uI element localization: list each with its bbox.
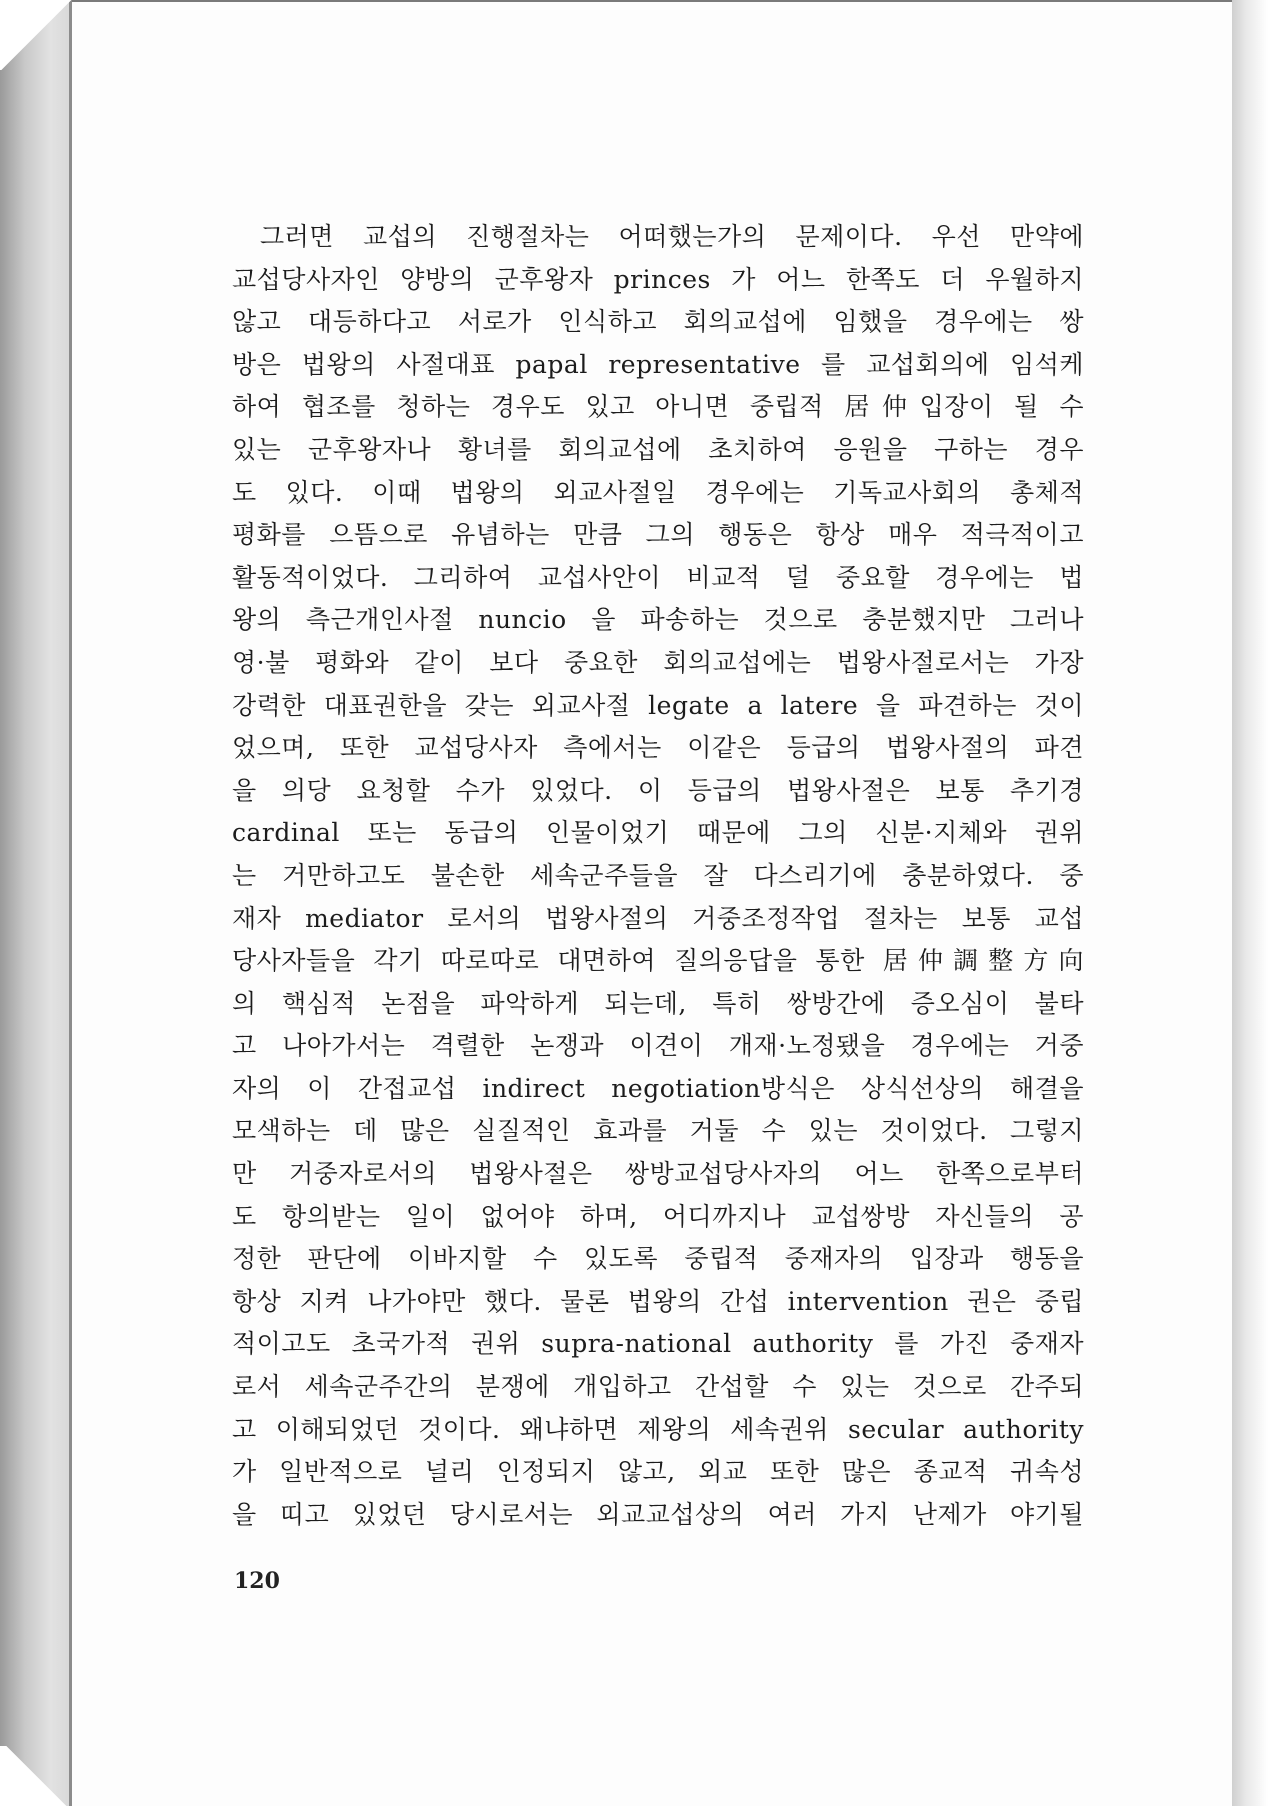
body-text <box>232 216 1084 1536</box>
text-line: 고 나아가서는 격렬한 논쟁과 이견이 개재·노정됐을 경우에는 거중 <box>232 1031 1084 1061</box>
text-line: 을 의당 요청할 수가 있었다. 이 등급의 법왕사절은 보통 추기경 <box>232 775 1084 805</box>
text-line: 영·불 평화와 같이 보다 중요한 회의교섭에는 법왕사절로서는 가장 <box>232 647 1084 677</box>
text-line: 항상 지켜 나가야만 했다. 물론 법왕의 간섭 intervention 권은 중립 <box>232 1286 1084 1316</box>
text-line: 도 항의받는 일이 없어야 하며, 어디까지나 교섭쌍방 자신들의 공 <box>232 1201 1084 1231</box>
text-line: 활동적이었다. 그리하여 교섭사안이 비교적 덜 중요할 경우에는 법 <box>232 562 1084 592</box>
text-line: 적이고도 초국가적 권위 supra-national authority 를 가진 중재자 <box>232 1329 1084 1359</box>
text-line: 모색하는 데 많은 실질적인 효과를 거둘 수 있는 것이었다. 그렇지 <box>232 1116 1084 1146</box>
text-line: 고 이해되었던 것이다. 왜냐하면 제왕의 세속권위 secular authority <box>232 1414 1084 1444</box>
text-line: 로서 세속군주간의 분쟁에 개입하고 간섭할 수 있는 것으로 간주되 <box>232 1372 1084 1402</box>
text-line: 었으며, 또한 교섭당사자 측에서는 이같은 등급의 법왕사절의 파견 <box>232 733 1084 763</box>
text-line: 있는 군후왕자나 황녀를 회의교섭에 초치하여 응원을 구하는 경우 <box>232 434 1084 464</box>
text-line: 정한 판단에 이바지할 수 있도록 중립적 중재자의 입장과 행동을 <box>232 1244 1084 1274</box>
text-line: 않고 대등하다고 서로가 인식하고 회의교섭에 임했을 경우에는 쌍 <box>232 307 1084 337</box>
text-line: 의 핵심적 논점을 파악하게 되는데, 특히 쌍방간에 증오심이 불타 <box>232 988 1084 1018</box>
text-line: 자의 이 간접교섭 indirect negotiation방식은 상식선상의 해결을 <box>232 1073 1084 1103</box>
text-line: 하여 협조를 청하는 경우도 있고 아니면 중립적 居仲입장이 될 수 <box>232 392 1084 422</box>
text-line: 그러면 교섭의 진행절차는 어떠했는가의 문제이다. 우선 만약에 <box>260 222 1084 251</box>
text-line: 만 거중자로서의 법왕사절은 쌍방교섭당사자의 어느 한쪽으로부터 <box>232 1159 1084 1189</box>
page-shadow <box>1232 0 1268 1806</box>
text-line: 교섭당사자인 양방의 군후왕자 princes 가 어느 한쪽도 더 우월하지 <box>232 264 1084 294</box>
text-line: 왕의 측근개인사절 nuncio 을 파송하는 것으로 충분했지만 그러나 <box>232 605 1084 635</box>
text-line: 재자 mediator 로서의 법왕사절의 거중조정작업 절차는 보통 교섭 <box>232 903 1084 933</box>
text-line: 는 거만하고도 불손한 세속군주들을 잘 다스리기에 충분하였다. 중 <box>232 860 1084 890</box>
text-line: 강력한 대표권한을 갖는 외교사절 legate a latere 을 파견하는 것이 <box>232 690 1084 720</box>
book-corner-bottom <box>0 1746 72 1806</box>
page-number: 120 <box>234 1568 280 1594</box>
text-line: 당사자들을 각기 따로따로 대면하여 질의응답을 통한 居仲調整方向 <box>232 946 1084 976</box>
text-line: 방은 법왕의 사절대표 papal representative 를 교섭회의에 임석케 <box>232 349 1084 379</box>
text-line: cardinal 또는 동급의 인물이었기 때문에 그의 신분·지체와 권위 <box>232 818 1084 848</box>
book-corner-top <box>0 0 72 70</box>
text-line: 평화를 으뜸으로 유념하는 만큼 그의 행동은 항상 매우 적극적이고 <box>232 520 1084 550</box>
text-line: 가 일반적으로 널리 인정되지 않고, 외교 또한 많은 종교적 귀속성 <box>232 1457 1084 1487</box>
text-line: 을 띠고 있었던 당시로서는 외교교섭상의 여러 가지 난제가 야기될 <box>232 1499 1084 1529</box>
book-spine-edge <box>0 0 72 1806</box>
text-line: 도 있다. 이때 법왕의 외교사절일 경우에는 기독교사회의 총체적 <box>232 477 1084 507</box>
